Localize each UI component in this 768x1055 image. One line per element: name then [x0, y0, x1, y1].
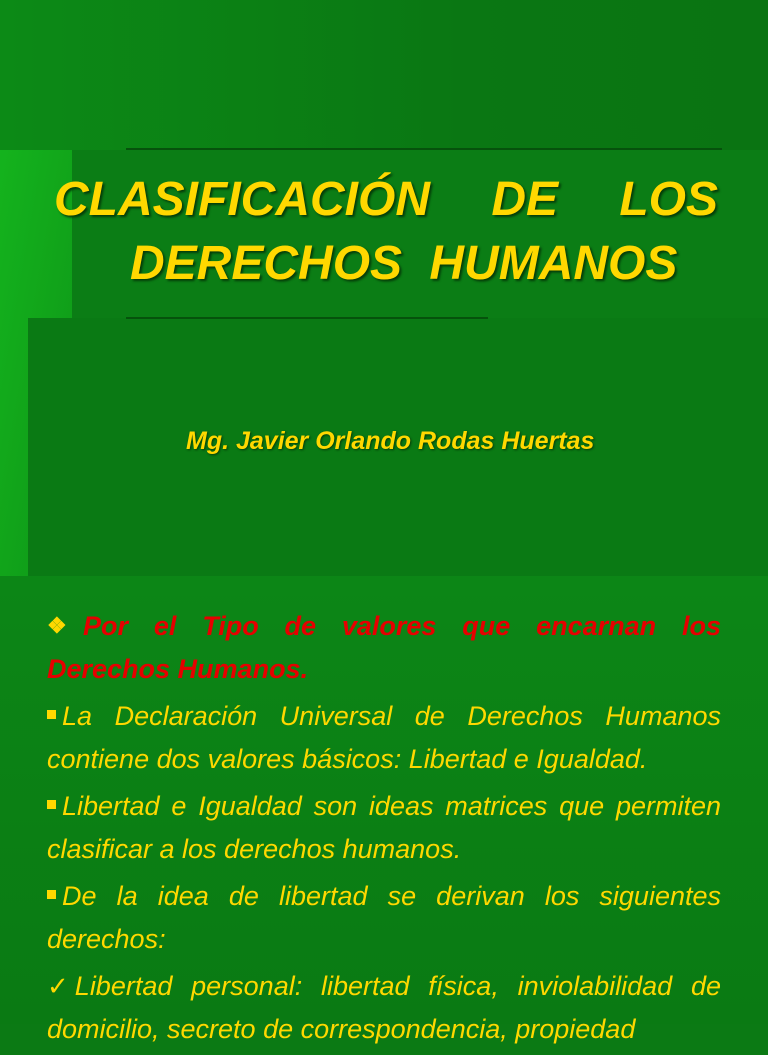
check-icon: ✓: [47, 971, 69, 1001]
bullet-item: [47, 875, 721, 961]
slide-title: [54, 168, 718, 296]
bullet-item: [47, 695, 721, 781]
bullet-text: De la idea de libertad se derivan los siguientes derechos:: [47, 881, 721, 954]
title-word: DE: [491, 173, 558, 226]
divider-line: [126, 317, 488, 319]
content-slide: [0, 576, 768, 1044]
section-heading: [47, 604, 721, 691]
square-icon: [47, 800, 56, 809]
bullet-text: Libertad e Igualdad son ideas matrices que permiten clasificar a los derechos humanos.: [47, 791, 721, 864]
author-name: Mg. Javier Orlando Rodas Huertas: [186, 427, 595, 455]
check-item: [47, 965, 721, 1051]
background-band: [0, 0, 768, 150]
square-icon: [47, 710, 56, 719]
title-line-1: [54, 168, 718, 232]
slide-body: [47, 604, 721, 1055]
bullet-text: La Declaración Universal de Derechos Humanos contiene dos valores básicos: Libertad e Igualdad.: [47, 701, 721, 774]
square-icon: [47, 890, 56, 899]
title-word: LOS: [619, 173, 718, 226]
title-line-2: DERECHOS HUMANOS: [130, 237, 678, 290]
divider-line: [126, 148, 722, 150]
section-heading-text: Por el Tipo de valores que encarnan los Derechos Humanos.: [47, 611, 721, 684]
check-item-text: Libertad personal: libertad física, inviolabilidad de domicilio, secreto de correspondencia, propiedad: [47, 971, 721, 1044]
diamond-icon: ❖: [47, 613, 67, 638]
bullet-item: [47, 785, 721, 871]
title-word: CLASIFICACIÓN: [54, 173, 430, 226]
